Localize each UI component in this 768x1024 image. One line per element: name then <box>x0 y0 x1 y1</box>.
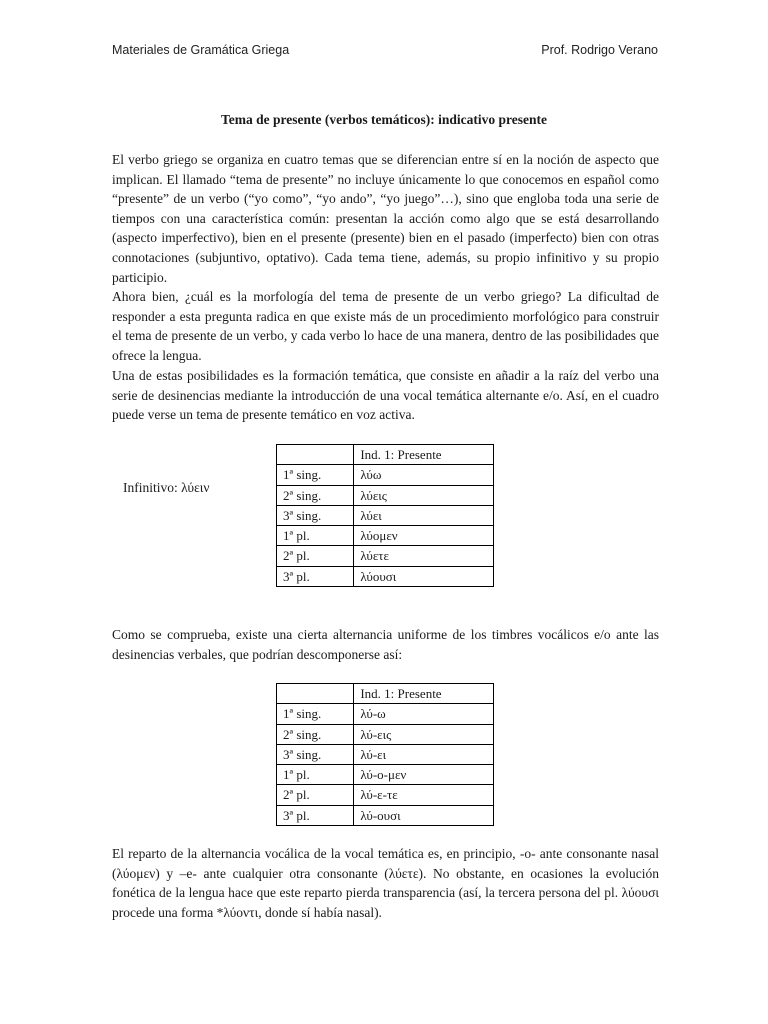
paragraph-4: Como se comprueba, existe una cierta alternancia uniforme de los timbres vocálicos e/o ante las desinencias verbales, que podrían descomponerse así: <box>112 627 659 662</box>
person-cell: 3ª sing. <box>277 505 354 525</box>
form-cell: λύ-ε-τε <box>354 785 494 805</box>
table-row <box>277 485 494 505</box>
table-row <box>277 546 494 566</box>
table-header-cell <box>277 684 354 704</box>
form-cell: λύει <box>354 505 494 525</box>
person-cell: 2ª pl. <box>277 785 354 805</box>
header-right: Prof. Rodrigo Verano <box>541 43 658 57</box>
person-cell: 2ª sing. <box>277 724 354 744</box>
form-cell: λύουσι <box>354 566 494 586</box>
person-cell: 2ª pl. <box>277 546 354 566</box>
form-cell: λύ-ουσι <box>354 805 494 825</box>
table-row <box>277 724 494 744</box>
table-row <box>277 805 494 825</box>
form-cell: λύ-ο-μεν <box>354 765 494 785</box>
header-left: Materiales de Gramática Griega <box>112 43 290 57</box>
form-cell: λύομεν <box>354 526 494 546</box>
table-row <box>277 526 494 546</box>
paragraph-5: El reparto de la alternancia vocálica de la vocal temática es, en principio, -o- ante consonante nasal (λύομεν) y –e- ante cualquier otra consonante (λύετε). No obstante, en ocasiones la evolución fonética de la lengua hace que este reparto pierda transparencia (así, la tercera persona del pl. λύουσι procede una forma *λύοντι, donde sí había nasal). <box>112 846 659 920</box>
form-cell: λύ-ω <box>354 704 494 724</box>
table-row <box>277 765 494 785</box>
person-cell: 3ª pl. <box>277 566 354 586</box>
conjugation-table-2 <box>276 683 494 826</box>
person-cell: 1ª sing. <box>277 465 354 485</box>
infinitive-label: Infinitivo: λύειν <box>123 480 210 495</box>
table-header-row <box>277 684 494 704</box>
form-cell: λύετε <box>354 546 494 566</box>
person-cell: 3ª pl. <box>277 805 354 825</box>
form-cell: λύ-ει <box>354 744 494 764</box>
table-header-cell <box>277 445 354 465</box>
table-row <box>277 704 494 724</box>
paragraph-1: El verbo griego se organiza en cuatro temas que se diferencian entre sí en la noción de aspecto que implican. El llamado “tema de presente” no incluye únicamente lo que conocemos en español como “presente” de un verbo (“yo como”, “yo ando”, “yo juego”…), sino que engloba toda una serie de tiempos con una característica común: presentan la acción como algo que se está desarrollando (aspecto imperfectivo), bien en el presente (presente) bien en el pasado (imperfecto) bien con otras connotaciones (subjuntivo, optativo). Cada tema tiene, además, su propio infinitivo y su propio participio. <box>112 152 659 285</box>
table-header-cell: Ind. 1: Presente <box>354 684 494 704</box>
person-cell: 2ª sing. <box>277 485 354 505</box>
form-cell: λύω <box>354 465 494 485</box>
person-cell: 3ª sing. <box>277 744 354 764</box>
person-cell: 1ª pl. <box>277 765 354 785</box>
conjugation-table-1 <box>276 444 494 587</box>
person-cell: 1ª sing. <box>277 704 354 724</box>
table-header-row <box>277 445 494 465</box>
table-header-cell: Ind. 1: Presente <box>354 445 494 465</box>
person-cell: 1ª pl. <box>277 526 354 546</box>
form-cell: λύ-εις <box>354 724 494 744</box>
table-row <box>277 505 494 525</box>
table-row <box>277 744 494 764</box>
table-row <box>277 566 494 586</box>
table-row <box>277 465 494 485</box>
paragraph-2: Ahora bien, ¿cuál es la morfología del tema de presente de un verbo griego? La dificultad de responder a esta pregunta radica en que existe más de un procedimiento morfológico para construir el tema de presente de un verbo, y cada verbo lo hace de una manera, dentro de las posibilidades que ofrece la lengua. <box>112 289 659 363</box>
table-row <box>277 785 494 805</box>
form-cell: λύεις <box>354 485 494 505</box>
paragraph-3: Una de estas posibilidades es la formación temática, que consiste en añadir a la raíz del verbo una serie de desinencias mediante la introducción de una vocal temática alternante e/o. Así, en el cuadro puede verse un tema de presente temático en voz activa. <box>112 368 659 423</box>
page-header <box>112 43 658 57</box>
section-title: Tema de presente (verbos temáticos): indicativo presente <box>221 112 547 127</box>
